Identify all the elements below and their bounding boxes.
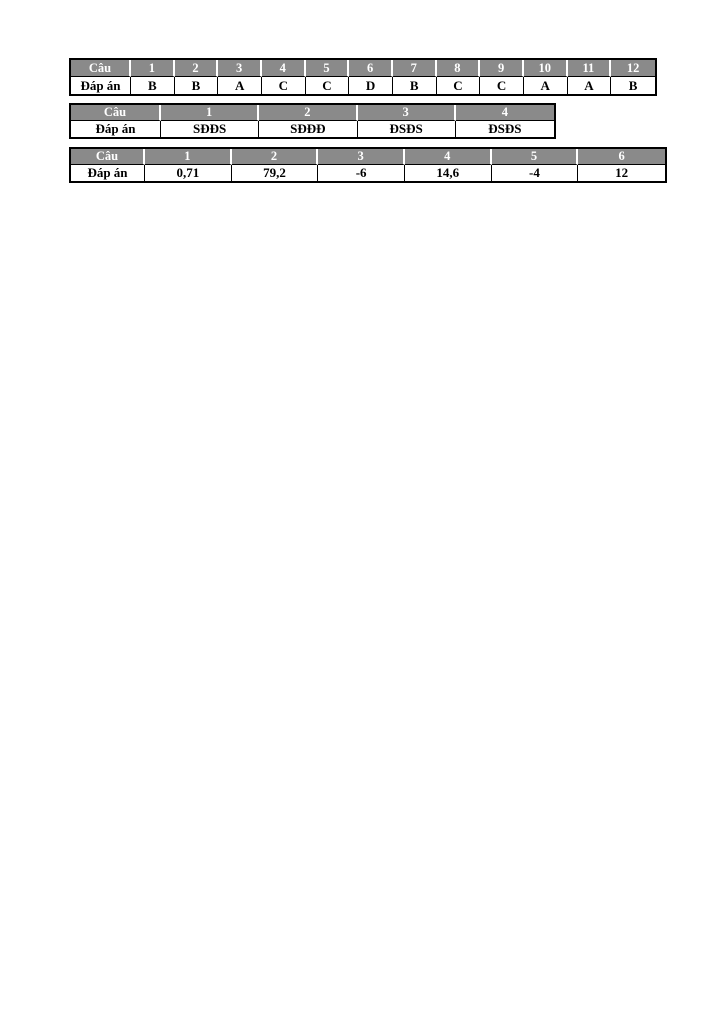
question-number-cell: 4 <box>262 60 306 77</box>
table-header-row <box>71 60 655 77</box>
answer-cell: C <box>480 77 524 94</box>
table-answer-row <box>71 165 665 181</box>
question-number-cell: 3 <box>318 149 405 165</box>
question-row-label: Câu <box>71 60 131 77</box>
question-number-cell: 9 <box>480 60 524 77</box>
question-row-label: Câu <box>71 149 145 165</box>
question-number-cell: 7 <box>393 60 437 77</box>
answer-row-label: Đáp án <box>71 121 161 137</box>
question-number-cell: 10 <box>524 60 568 77</box>
answer-table-multiple-choice <box>69 58 657 96</box>
question-number-cell: 5 <box>306 60 350 77</box>
question-number-cell: 8 <box>437 60 481 77</box>
question-number-cell: 5 <box>492 149 579 165</box>
question-number-cell: 1 <box>145 149 232 165</box>
question-number-cell: 1 <box>161 105 259 121</box>
table-answer-row <box>71 77 655 94</box>
answer-cell: C <box>262 77 306 94</box>
table-header-row <box>71 105 554 121</box>
question-number-cell: 11 <box>568 60 612 77</box>
question-number-cell: 12 <box>611 60 655 77</box>
answer-cell: A <box>218 77 262 94</box>
question-row-label: Câu <box>71 105 161 121</box>
answer-cell: B <box>175 77 219 94</box>
answer-cell: 0,71 <box>145 165 232 181</box>
question-number-cell: 2 <box>232 149 319 165</box>
answer-row-label: Đáp án <box>71 165 145 181</box>
table-answer-row <box>71 121 554 137</box>
question-number-cell: 1 <box>131 60 175 77</box>
answer-cell: B <box>611 77 655 94</box>
answer-cell: SĐĐĐ <box>259 121 357 137</box>
answer-cell: A <box>568 77 612 94</box>
answer-cell: A <box>524 77 568 94</box>
answer-cell: C <box>306 77 350 94</box>
question-number-cell: 6 <box>349 60 393 77</box>
answer-table-short-answer <box>69 147 667 183</box>
question-number-cell: 4 <box>405 149 492 165</box>
answer-cell: SĐĐS <box>161 121 259 137</box>
question-number-cell: 4 <box>456 105 554 121</box>
answer-cell: 79,2 <box>232 165 319 181</box>
answer-row-label: Đáp án <box>71 77 131 94</box>
answer-cell: ĐSĐS <box>358 121 456 137</box>
answer-cell: 14,6 <box>405 165 492 181</box>
question-number-cell: 3 <box>218 60 262 77</box>
question-number-cell: 2 <box>175 60 219 77</box>
answer-cell: B <box>393 77 437 94</box>
question-number-cell: 2 <box>259 105 357 121</box>
answer-cell: D <box>349 77 393 94</box>
answer-cell: ĐSĐS <box>456 121 554 137</box>
answer-cell: -6 <box>318 165 405 181</box>
table-header-row <box>71 149 665 165</box>
answer-cell: -4 <box>492 165 579 181</box>
answer-cell: 12 <box>578 165 665 181</box>
answer-table-true-false <box>69 103 556 139</box>
answer-cell: B <box>131 77 175 94</box>
question-number-cell: 3 <box>358 105 456 121</box>
question-number-cell: 6 <box>578 149 665 165</box>
answer-cell: C <box>437 77 481 94</box>
